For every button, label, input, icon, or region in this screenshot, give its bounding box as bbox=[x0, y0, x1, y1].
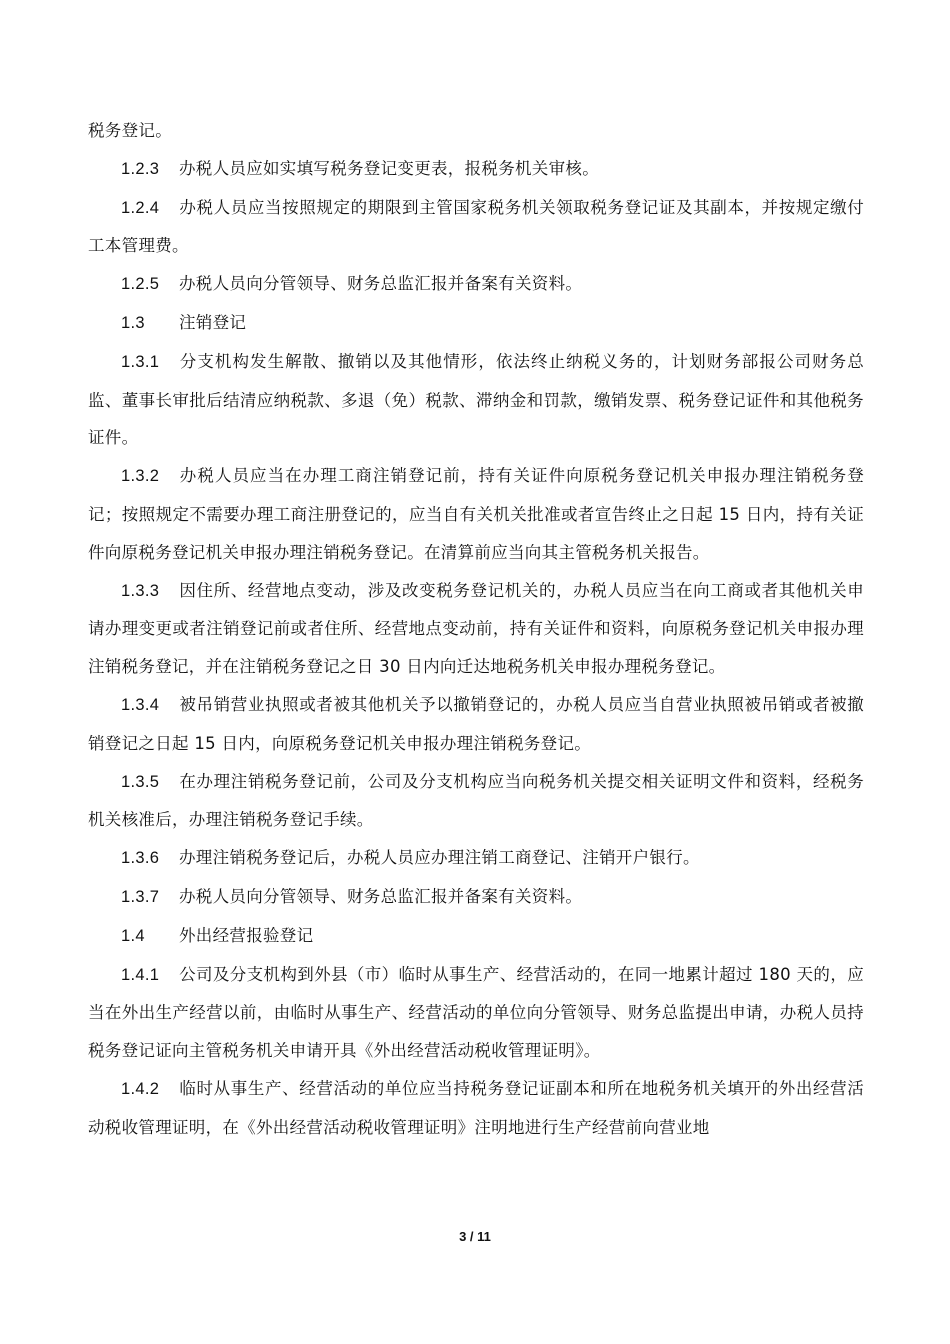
paragraph-text: 因住所、经营地点变动，涉及改变税务登记机关的，办税人员应当在向工商或者其他机关申请办理变更或者注销登记前或者住所、经营地点变动前，持有关证件和资料，向原税务登记机关申报办理注销税务登记，并在注销税务登记之日 30 日内向迁达地税务机关申报办理税务登记。 bbox=[88, 580, 864, 677]
paragraph-text: 办税人员应当按照规定的期限到主管国家税务机关领取税务登记证及其副本，并按规定缴付工本管理费。 bbox=[88, 197, 864, 256]
section-number: 1.3.5 bbox=[121, 772, 160, 791]
section-number: 1.2.3 bbox=[121, 159, 160, 178]
page-indicator: 3 / 11 bbox=[459, 1229, 491, 1244]
paragraph-text: 税务登记。 bbox=[88, 121, 172, 140]
paragraph-text: 办税人员向分管领导、财务总监汇报并备案有关资料。 bbox=[179, 274, 583, 294]
section-number: 1.3.4 bbox=[121, 695, 160, 714]
paragraph-1.3.1 bbox=[88, 343, 864, 457]
section-number: 1.3.7 bbox=[121, 887, 160, 906]
document-body bbox=[88, 112, 864, 1147]
paragraph-text: 临时从事生产、经营活动的单位应当持税务登记证副本和所在地税务机关填开的外出经营活动税收管理证明，在《外出经营活动税收管理证明》注明地进行生产经营前向营业地 bbox=[88, 1078, 864, 1137]
paragraph-text: 在办理注销税务登记前，公司及分支机构应当向税务机关提交相关证明文件和资料，经税务机关核准后，办理注销税务登记手续。 bbox=[88, 771, 864, 830]
section-number: 1.4 bbox=[121, 926, 145, 945]
paragraph-1.2.4 bbox=[88, 189, 864, 266]
paragraph-text: 办税人员应如实填写税务登记变更表，报税务机关审核。 bbox=[179, 158, 599, 178]
paragraph-1.2.3 bbox=[88, 150, 864, 189]
paragraph-1.3.3 bbox=[88, 572, 864, 686]
paragraph-text: 被吊销营业执照或者被其他机关予以撤销登记的，办税人员应当自营业执照被吊销或者被撤销登记之日起 15 日内，向原税务登记机关申报办理注销税务登记。 bbox=[88, 694, 864, 753]
heading-1.3 bbox=[88, 304, 864, 343]
section-number: 1.3.2 bbox=[121, 467, 160, 486]
section-number: 1.3.1 bbox=[121, 352, 160, 371]
section-heading: 外出经营报验登记 bbox=[179, 925, 314, 945]
section-number: 1.4.2 bbox=[121, 1079, 160, 1098]
paragraph-1.4.2 bbox=[88, 1070, 864, 1147]
section-number: 1.3.6 bbox=[121, 849, 160, 868]
section-number: 1.2.4 bbox=[121, 198, 160, 217]
page-footer bbox=[0, 1229, 950, 1244]
paragraph-1.4.1 bbox=[88, 956, 864, 1070]
section-number: 1.3.3 bbox=[121, 581, 160, 600]
section-number: 1.4.1 bbox=[121, 965, 160, 984]
paragraph-0 bbox=[88, 112, 864, 150]
paragraph-1.3.6 bbox=[88, 839, 864, 878]
paragraph-1.3.7 bbox=[88, 878, 864, 917]
paragraph-1.3.4 bbox=[88, 686, 864, 763]
paragraph-text: 办理注销税务登记后，办税人员应办理注销工商登记、注销开户银行。 bbox=[179, 848, 700, 868]
heading-1.4 bbox=[88, 917, 864, 956]
section-number: 1.2.5 bbox=[121, 275, 160, 294]
paragraph-1.3.2 bbox=[88, 457, 864, 571]
paragraph-1.2.5 bbox=[88, 265, 864, 304]
section-heading: 注销登记 bbox=[179, 312, 247, 332]
paragraph-text: 办税人员向分管领导、财务总监汇报并备案有关资料。 bbox=[179, 886, 583, 906]
section-number: 1.3 bbox=[121, 313, 145, 332]
paragraph-text: 办税人员应当在办理工商注销登记前，持有关证件向原税务登记机关申报办理注销税务登记；按照规定不需要办理工商注册登记的，应当自有关机关批准或者宣告终止之日起 15 日内，持有关证件向原税务登记机关申报办理注销税务登记。在清算前应当向其主管税务机关报告。 bbox=[88, 466, 864, 562]
paragraph-text: 公司及分支机构到外县（市）临时从事生产、经营活动的，在同一地累计超过 180 天的，应当在外出生产经营以前，由临时从事生产、经营活动的单位向分管领导、财务总监提出申请，办税人员持税务登记证向主管税务机关申请开具《外出经营活动税收管理证明》。 bbox=[88, 964, 864, 1061]
paragraph-1.3.5 bbox=[88, 763, 864, 840]
paragraph-text: 分支机构发生解散、撤销以及其他情形，依法终止纳税义务的，计划财务部报公司财务总监、董事长审批后结清应纳税款、多退（免）税款、滞纳金和罚款，缴销发票、税务登记证件和其他税务证件。 bbox=[88, 351, 864, 448]
